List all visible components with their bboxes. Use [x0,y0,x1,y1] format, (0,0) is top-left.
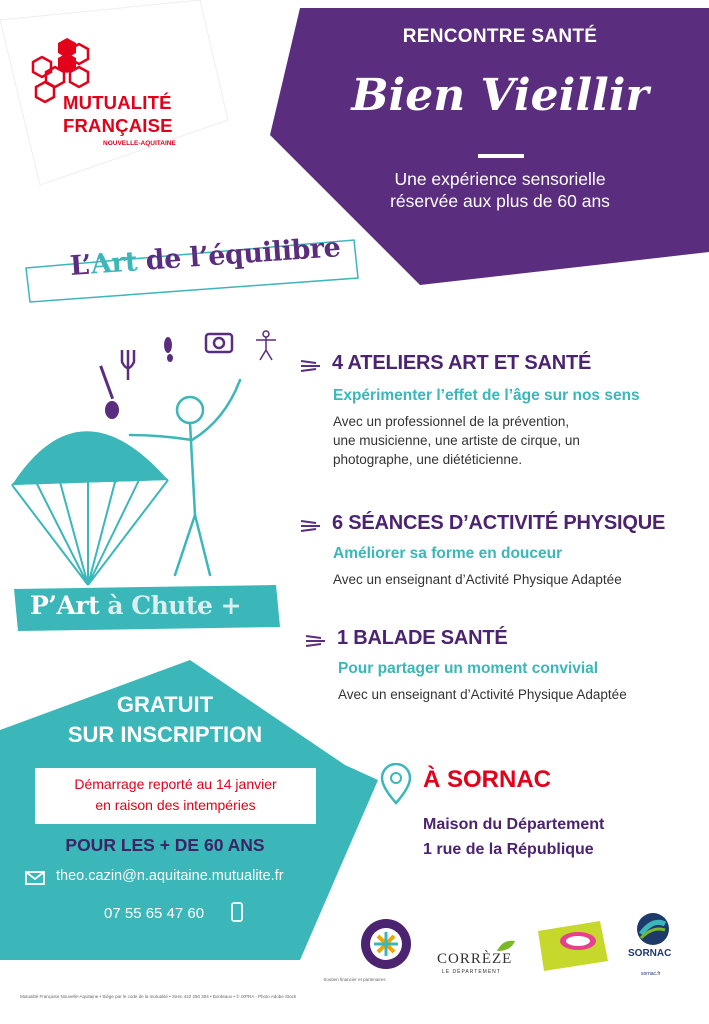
address-line1: Maison du Département [423,816,605,833]
footer-legal-text: Mutualité Française Nouvelle-Aquitaine • Siège par le code de la mutualité • Siren 422 250 304 • Bordeaux • © IXPRA - Photo Adobe Stock [20,994,297,999]
notice-line1: Démarrage reporté au 14 janvier [74,776,277,792]
section-title: 4 ATELIERS ART ET SANTÉ [332,352,592,374]
event-subtitle [300,168,700,212]
parachute-title [30,591,241,620]
audience-label: POUR LES + DE 60 ANS [65,835,265,855]
section-subtitle: Pour partager un moment convivial [338,660,599,677]
contact-phone-link[interactable]: 07 55 65 47 60 [104,905,205,922]
triple-arrow-icon [305,634,327,648]
partner-logo-sornac-url: sornac.fr [641,971,661,977]
parachute-part1: P’Art [30,591,100,620]
section-title: 1 BALADE SANTÉ [337,627,508,649]
section-description [333,570,622,589]
partner-logo-sornac: SORNAC [628,948,672,959]
footer-support-text: Soutien financier et partenaires [323,977,386,982]
triple-arrow-icon [300,359,322,373]
phone-icon [231,902,243,922]
partner-logo-conference [360,918,412,970]
title-divider [478,154,524,158]
parachute-part2: à Chute + [99,591,242,620]
section-subtitle: Améliorer sa forme en douceur [333,545,563,562]
equilibre-part1: L’ [68,249,92,282]
footprint-icon [164,337,173,362]
event-subtitle-line1: Une expérience sensorielle [394,169,606,189]
location-address [423,812,604,862]
section-subtitle: Expérimenter l’effet de l’âge sur nos sens [333,387,640,404]
location-title: À SORNAC [423,766,552,793]
illustration [0,320,300,620]
triple-arrow-icon [300,519,322,533]
section-description [338,685,627,704]
equilibre-part3: de l’équilibre [135,232,342,278]
partner-logo-sornac-icon [633,912,673,946]
logo-text-francaise: FRANÇAISE [63,115,173,136]
contact-email-link[interactable]: theo.cazin@n.aquitaine.mutualite.fr [56,868,284,884]
section-desc-line: Avec un enseignant d’Activité Physique Adaptée [338,687,627,702]
partner-logo-pep [538,921,608,971]
notice-line2: en raison des intempéries [95,797,256,813]
logo-text-region: NOUVELLE-AQUITAINE [103,140,176,147]
postponed-notice [35,774,316,816]
logo-text-mutualite: MUTUALITÉ [63,92,172,113]
signup-heading [30,690,300,750]
fork-icon [122,350,134,380]
event-title: Bien Vieillir [351,70,649,121]
camera-icon [206,334,232,352]
section-description [333,412,580,469]
partner-logo-correze: CORRÈZE [437,951,513,967]
event-subtitle-line2: réservée aux plus de 60 ans [390,191,610,211]
guitar-icon [99,365,119,419]
address-line2: 1 rue de la République [423,841,594,858]
event-kicker: RENCONTRE SANTÉ [402,26,598,47]
signup-line1: GRATUIT [116,692,214,717]
equilibre-art: Art [89,246,138,281]
signup-line2: SUR INSCRIPTION [67,722,263,747]
section-desc-line: une musicienne, une artiste de cirque, un [333,433,580,448]
section-desc-line: Avec un enseignant d’Activité Physique Adaptée [333,572,622,587]
envelope-icon [25,871,45,885]
parachute-icon [12,431,168,585]
section-desc-line: photographe, une diététicienne. [333,452,523,467]
section-desc-line: Avec un professionnel de la prévention, [333,414,570,429]
partner-logo-correze-sub: LE DÉPARTEMENT [442,969,501,975]
location-pin-icon [380,763,412,805]
section-title: 6 SÉANCES D’ACTIVITÉ PHYSIQUE [332,512,666,534]
juggler-icon [256,331,276,360]
